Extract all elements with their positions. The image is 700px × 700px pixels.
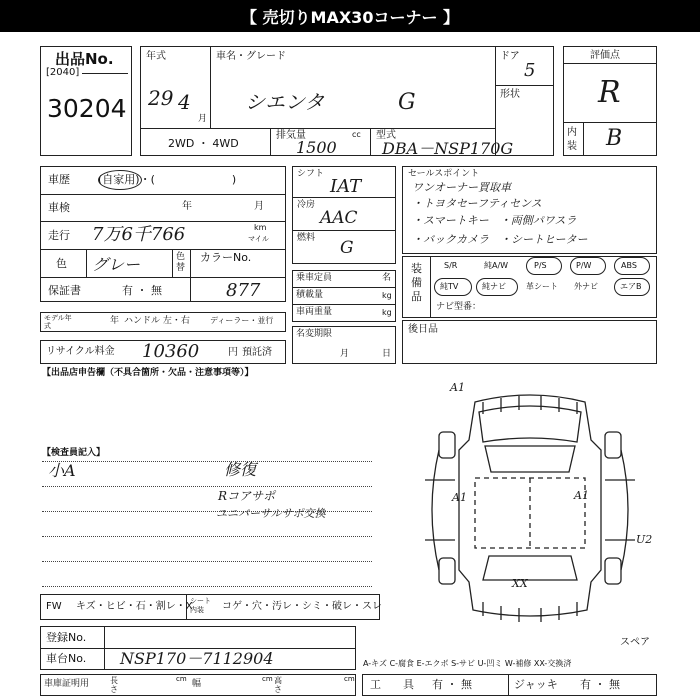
name-value: シエンタ: [245, 90, 325, 114]
name-change-month: 月: [340, 349, 350, 359]
equip-navi: 純ナビ: [482, 282, 506, 291]
equip-pw: P/W: [576, 261, 592, 270]
repaint-label: 色替: [176, 252, 186, 273]
equip-ext-navi: 外ナビ: [574, 282, 598, 291]
aftermarket-label: 後日品: [408, 324, 438, 335]
capacity-label: 乗車定員: [296, 273, 333, 283]
score-label: 評価点: [590, 50, 620, 61]
inspection-label: 車検: [48, 201, 70, 214]
dealer-label: ディーラー・並行: [210, 316, 274, 325]
cc-label: cc: [352, 130, 361, 139]
chassis-label: 車台No.: [46, 652, 87, 665]
interior-value: B: [606, 126, 623, 151]
equip-ps: P/S: [534, 261, 547, 270]
equip-tv: 純TV: [440, 282, 459, 291]
recycle-label: リサイクル料金: [46, 346, 115, 357]
equip-sr: S/R: [444, 261, 458, 270]
diagram-mark-front: A1: [450, 381, 465, 394]
sales-point-line-4: ・バックカメラ ・シートヒーター: [412, 233, 588, 246]
door-value: 5: [524, 60, 536, 81]
history-label: 車歴: [48, 173, 70, 186]
width-cm: cm: [262, 675, 273, 683]
interior-label: 内装: [567, 127, 577, 152]
inspector-note-1: Rコアサポ: [218, 489, 276, 503]
shift-label: シフト: [297, 169, 325, 179]
reg-label: 登録No.: [46, 631, 87, 644]
equip-airbag: エアB: [620, 282, 642, 291]
model-year-label: モデル年式: [44, 314, 72, 330]
name-label: 車名・グレード: [216, 51, 286, 62]
inspector-label: 【検査員記入】: [42, 448, 106, 458]
warranty-value: 有 ・ 無: [122, 284, 162, 297]
jack-label: ジャッキ: [514, 678, 558, 691]
car-diagram: [405, 380, 655, 630]
spare-label: スペア: [620, 637, 650, 648]
month-value: 4: [178, 90, 191, 114]
ac-label: 冷房: [297, 200, 316, 210]
recycle-status: 預託済: [242, 347, 272, 358]
color-label: 色: [56, 257, 67, 270]
capacity-unit: 名: [382, 273, 392, 283]
tools-value: 有 ・ 無: [432, 678, 472, 691]
name-change-label: 名変期限: [296, 329, 333, 339]
load-label: 積載量: [296, 290, 324, 300]
equipment-label: 装備品: [411, 262, 422, 303]
displacement-label: 排気量: [276, 130, 306, 141]
report-label: 【出品店申告欄（不具合箇所・欠品・注意事項等）】: [42, 368, 254, 378]
sales-point-line-1: ワンオーナー買取車: [412, 181, 511, 194]
chassis-value: NSP170－7112904: [120, 649, 274, 668]
fw-label: FW: [46, 601, 62, 612]
name-change-day: 日: [382, 349, 392, 359]
tools-label: 工 具: [370, 678, 414, 691]
legend: A-キズ C-腐食 E-エクボ S-サビ U-凹ミ W-補修 XX-交換済: [363, 659, 572, 668]
inspector-note-small: 小A: [48, 461, 76, 480]
sales-points-label: セールスポイント: [408, 169, 480, 179]
diagram-mark-right: A1: [574, 489, 589, 502]
load-unit: kg: [382, 291, 392, 300]
inspector-note-title: 修復: [224, 460, 257, 479]
color-no-label: カラーNo.: [200, 251, 252, 264]
sales-point-line-3: ・スマートキー ・両側パワスラ: [412, 214, 577, 227]
inspection-year: 年: [182, 201, 192, 212]
equip-abs: ABS: [621, 261, 637, 270]
fuel-label: 燃料: [297, 233, 316, 243]
history-value: (自家用)・( ): [98, 173, 237, 186]
month-label: 月: [198, 114, 208, 124]
type-label: 型式: [376, 130, 396, 141]
mileage-label: 走行: [48, 229, 70, 242]
width-label: 幅: [192, 679, 202, 689]
fuel-value: G: [340, 238, 354, 258]
height-label: 高さ: [274, 676, 282, 694]
inspection-month: 月: [254, 201, 264, 212]
year-label: 年式: [146, 51, 166, 62]
type-value: DBA－NSP170G: [382, 139, 514, 158]
fw-items: キズ・ヒビ・石・割レ・X: [76, 601, 193, 612]
seat-label: シート内装: [190, 597, 211, 614]
inspector-note-2: ユニバーサルサポ交換: [216, 507, 326, 520]
grade-value: G: [398, 90, 416, 115]
page-title: 【 売切りMAX30コーナー 】: [0, 0, 700, 32]
color-no-value: 877: [226, 280, 261, 301]
warranty-label: 保証書: [48, 284, 81, 297]
door-label: ドア: [500, 51, 520, 62]
drive-label: 2WD ・ 4WD: [168, 137, 239, 150]
weight-label: 車両重量: [296, 307, 333, 317]
recycle-value: 10360: [142, 341, 200, 362]
lot-sub: [2040]: [46, 67, 80, 78]
equip-aw: 純A/W: [484, 261, 509, 270]
height-cm: cm: [344, 675, 355, 683]
mileage-value: 7万6千766: [92, 224, 186, 245]
aftermarket-box: [402, 320, 657, 364]
handle-label: ハンドル 左・右: [124, 316, 190, 326]
len-cm: cm: [176, 675, 187, 683]
sales-point-line-2: ・トヨタセーフティセンス: [412, 197, 542, 210]
shape-label: 形状: [500, 89, 520, 100]
color-value: グレー: [92, 255, 141, 274]
year-value: 29: [148, 86, 174, 110]
diagram-mark-left: A1: [452, 491, 467, 504]
recycle-unit: 円: [228, 347, 238, 358]
mile-label: マイル: [248, 235, 269, 243]
lot-label: 出品No.: [55, 50, 114, 68]
score-value: R: [598, 75, 621, 110]
lot-number: 30204: [47, 94, 127, 123]
navi-model-label: ナビ型番：: [436, 302, 482, 312]
diagram-mark-rear: XX: [512, 577, 528, 590]
model-year-unit: 年: [110, 316, 120, 326]
ac-value: AAC: [320, 208, 358, 228]
displacement-value: 1500: [296, 138, 337, 157]
equip-leather: 革シート: [526, 282, 558, 291]
shift-value: IAT: [330, 176, 362, 197]
weight-unit: kg: [382, 308, 392, 317]
jack-value: 有 ・ 無: [580, 678, 620, 691]
diagram-mark-side: U2: [636, 533, 653, 546]
seat-items: コゲ・穴・汚レ・シミ・破レ・スレ: [222, 601, 382, 612]
km-label: km: [254, 223, 267, 232]
len-label: 長さ: [110, 676, 118, 694]
cert-label: 車庫証明用: [44, 679, 90, 689]
